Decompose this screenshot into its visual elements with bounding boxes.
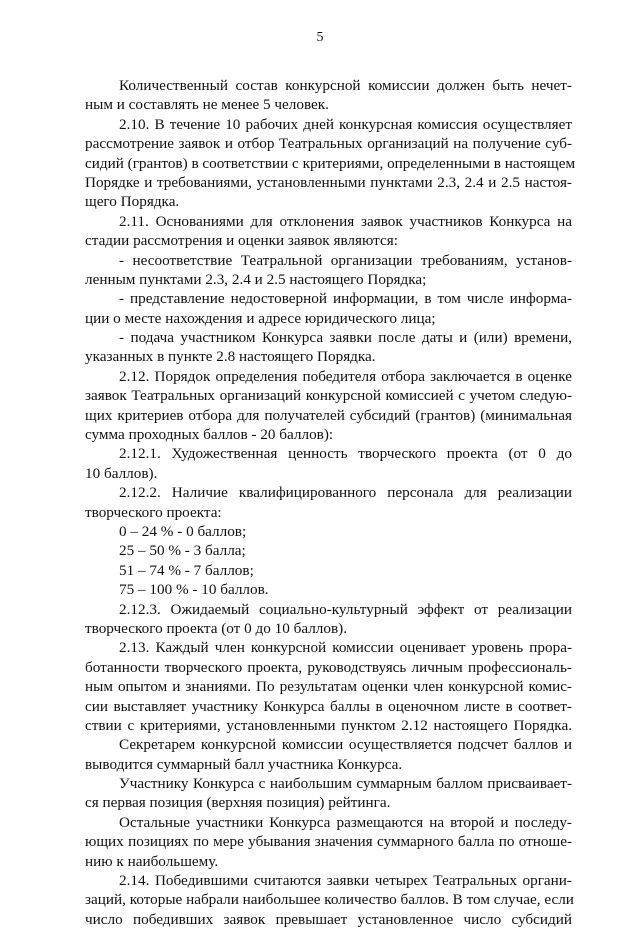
text-line: - несоответствие Театральной организации требованиям, установ- bbox=[119, 251, 572, 269]
text-line: щего Порядка. bbox=[85, 193, 180, 211]
text-line: 51 – 74 % - 7 баллов; bbox=[119, 561, 254, 579]
text-line: заций, которые набрали наибольшее количество баллов. В том случае, если bbox=[85, 891, 574, 909]
text-line: - подача участником Конкурса заявки после даты и (или) времени, bbox=[119, 329, 572, 347]
text-line: 2.10. В течение 10 рабочих дней конкурсная комиссия осуществляет bbox=[119, 115, 572, 133]
text-line: ся первая позиция (верхняя позиция) рейтинга. bbox=[85, 794, 391, 812]
text-line: заявок Театральных организаций конкурсной комиссией с учетом следую- bbox=[85, 387, 572, 405]
text-line: ствии с критериями, установленными пунктом 2.12 настоящего Порядка. bbox=[85, 716, 572, 734]
text-line: сии выставляет участнику Конкурса баллы в оценочном листе в соответ- bbox=[85, 697, 572, 715]
text-line: Остальные участники Конкурса размещаются на второй и последу- bbox=[119, 813, 572, 831]
page-number: 5 bbox=[316, 30, 324, 45]
text-line: ным опытом и знаниями. По результатам оценки член конкурсной комис- bbox=[85, 678, 572, 696]
text-line: творческого проекта: bbox=[85, 503, 222, 521]
text-line: ющих позициях по мере убывания значения суммарного балла по отноше- bbox=[85, 833, 572, 851]
text-line: ным и составлять не менее 5 человек. bbox=[85, 96, 329, 114]
text-line: нию к наибольшему. bbox=[85, 852, 219, 870]
text-line: стадии рассмотрения и оценки заявок являются: bbox=[85, 232, 398, 250]
text-line: 75 – 100 % - 10 баллов. bbox=[119, 581, 269, 599]
text-line: ботанности творческого проекта, руководствуясь личным профессиональ- bbox=[85, 658, 572, 676]
text-line: Участнику Конкурса с наибольшим суммарным баллом присваивает- bbox=[119, 775, 572, 793]
text-line: указанных в пункте 2.8 настоящего Порядка. bbox=[85, 348, 376, 366]
text-line: - представление недостоверной информации, в том числе информа- bbox=[119, 290, 572, 308]
text-line: ции о месте нахождения и адресе юридического лица; bbox=[85, 309, 436, 327]
text-line: число победивших заявок превышает установленное число субсидий bbox=[85, 910, 572, 928]
text-line: сидий (грантов) в соответствии с критериями, определенными в настоящем bbox=[85, 154, 576, 172]
text-line: выводится суммарный балл участника Конкурса. bbox=[85, 755, 403, 773]
text-line: сумма проходных баллов - 20 баллов): bbox=[85, 426, 334, 444]
text-line: Количественный состав конкурсной комиссии должен быть нечет- bbox=[119, 77, 572, 94]
text-line: Порядке и требованиями, установленными пунктами 2.3, 2.4 и 2.5 настоя- bbox=[85, 173, 572, 191]
text-line: 2.14. Победившими считаются заявки четырех Театральных органи- bbox=[119, 872, 572, 890]
text-line: рассмотрение заявок и отбор Театральных организаций на получение суб- bbox=[85, 135, 572, 153]
text-line: 2.13. Каждый член конкурсной комиссии оценивает уровень прора- bbox=[119, 639, 572, 657]
text-line: 2.12.2. Наличие квалифицированного персонала для реализации bbox=[119, 484, 572, 502]
text-line: 10 баллов). bbox=[85, 464, 158, 482]
text-line: 2.12.3. Ожидаемый социально-культурный эффект от реализации bbox=[119, 600, 572, 618]
document-body bbox=[85, 76, 576, 929]
text-line: Секретарем конкурсной комиссии осуществляется подсчет баллов и bbox=[119, 736, 572, 754]
text-line: 2.11. Основаниями для отклонения заявок участников Конкурса на bbox=[119, 212, 572, 230]
text-line: 25 – 50 % - 3 балла; bbox=[119, 542, 246, 560]
text-line: ленным пунктами 2.3, 2.4 и 2.5 настоящего Порядка; bbox=[85, 270, 427, 288]
text-line: 0 – 24 % - 0 баллов; bbox=[119, 522, 247, 540]
text-line: 2.12. Порядок определения победителя отбора заключается в оценке bbox=[119, 367, 572, 385]
text-line: творческого проекта (от 0 до 10 баллов). bbox=[85, 619, 347, 637]
text-line: щих критериев отбора для получателей субсидий (грантов) (минимальная bbox=[85, 406, 572, 424]
text-line: 2.12.1. Художественная ценность творческого проекта (от 0 до bbox=[119, 445, 572, 463]
